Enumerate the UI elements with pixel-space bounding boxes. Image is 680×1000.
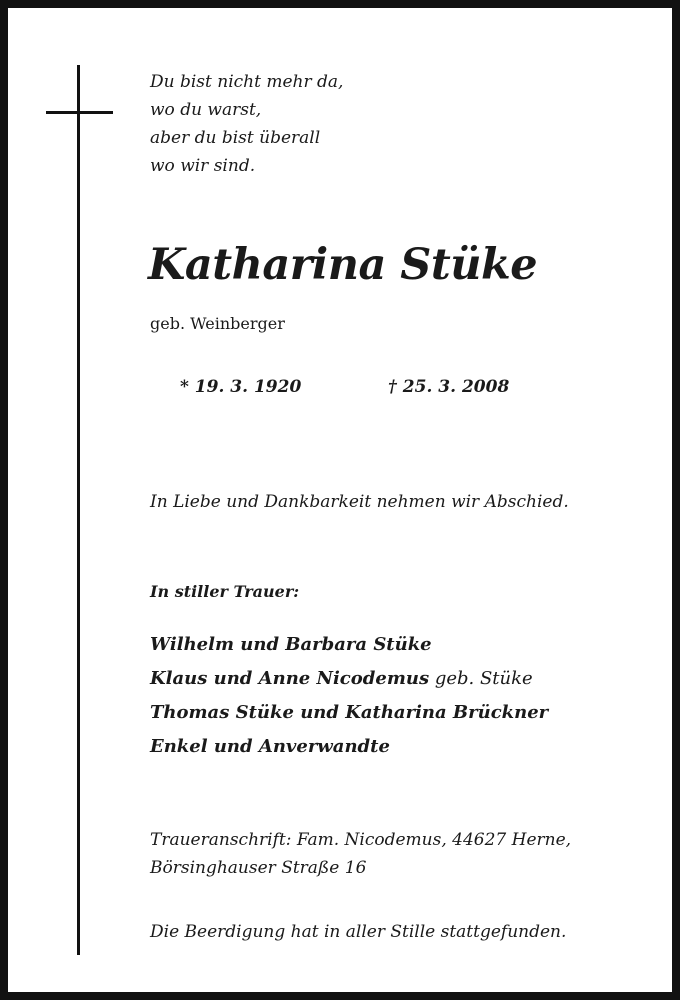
memorial-verse (150, 68, 343, 180)
verse-line: Du bist nicht mehr da, (150, 72, 344, 92)
address-line: Traueranschrift: Fam. Nicodemus, 44627 Herne, (150, 830, 572, 850)
funeral-note: Die Beerdigung hat in aller Stille stattgefunden. (150, 922, 567, 942)
mourner-entry (150, 730, 548, 764)
verse-line: aber du bist überall (150, 128, 321, 148)
mourner-suffix: geb. Stüke (429, 668, 533, 689)
mourner-name: Wilhelm und Barbara Stüke (150, 634, 432, 655)
verse-line: wo wir sind. (150, 156, 256, 176)
address-line: Börsinghauser Straße 16 (150, 858, 367, 878)
verse-line: wo du warst, (150, 100, 262, 120)
mourner-entry (150, 696, 548, 730)
cross-icon (77, 65, 80, 955)
mourner-entry (150, 662, 548, 696)
birth-date: * 19. 3. 1920 (180, 377, 302, 397)
cross-icon-bar (46, 111, 113, 114)
mourner-name: Enkel und Anverwandte (150, 736, 390, 757)
mourners-list (150, 628, 548, 764)
death-date: † 25. 3. 2008 (388, 377, 510, 397)
farewell-text: In Liebe und Dankbarkeit nehmen wir Abschied. (150, 492, 569, 512)
deceased-name: Katharina Stüke (148, 240, 538, 290)
mourner-name: Thomas Stüke und Katharina Brückner (150, 702, 549, 723)
mourner-entry (150, 628, 548, 662)
mourning-address (150, 826, 571, 882)
birth-name: geb. Weinberger (150, 314, 285, 333)
mourner-name: Klaus und Anne Nicodemus (150, 668, 430, 689)
mourning-heading: In stiller Trauer: (150, 582, 300, 601)
